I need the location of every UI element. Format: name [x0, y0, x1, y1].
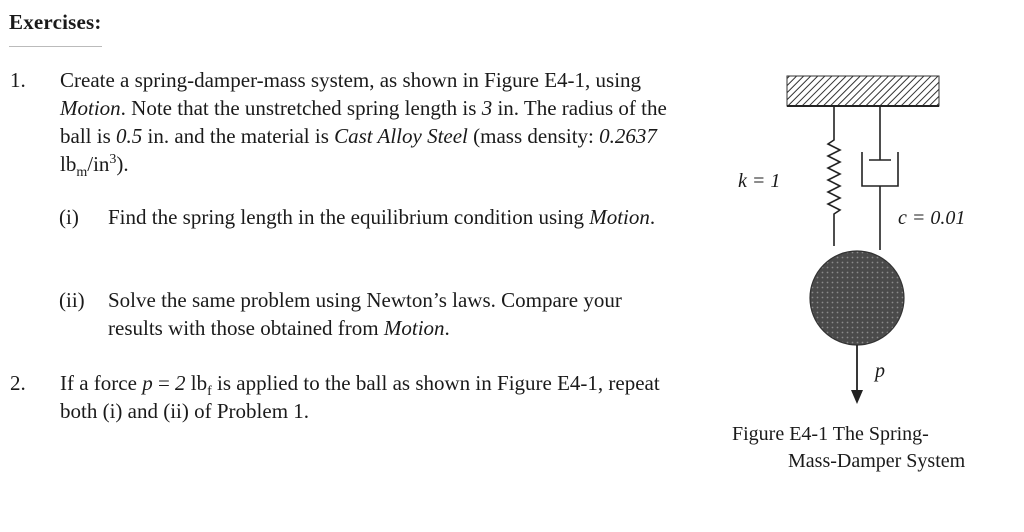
problem-1-text: Create a spring-damper-mass system, as shown in Figure E4-1, using Motion. Note that the unstretched spring length is 3 in. The radius of the ball is 0.5 in. and the material is Cast Alloy Steel (mass density: 0.2637 $lb_m/in^3$).	[60, 68, 667, 181]
force-arrow-head	[851, 390, 863, 404]
spring-constant-label: k = 1	[738, 170, 781, 192]
figure-caption: Figure E4-1 The Spring- Mass-Damper System	[732, 423, 966, 472]
spring	[828, 106, 840, 246]
sub-item-ii-text: Solve the same problem using Newton’s laws. Compare your results with those obtained from Motion.	[108, 288, 622, 340]
sub-item-i-text: Find the spring length in the equilibrium condition using Motion.	[108, 205, 656, 229]
damper	[862, 106, 898, 250]
ball-mass	[810, 251, 904, 345]
exercises-heading: Exercises:	[9, 10, 102, 34]
force-label: p	[875, 360, 885, 382]
problem-2-number: 2.	[10, 371, 26, 395]
sub-item-i-number: (i)	[59, 205, 79, 229]
ceiling-hatch	[787, 76, 939, 106]
spring-mass-damper-figure	[720, 60, 1020, 480]
problem-1-number: 1.	[10, 68, 26, 92]
problem-2-text: If a force p = 2 $lb_f$ is applied to the ball as shown in Figure E4-1, repeat both (i) and (ii) of Problem 1.	[60, 371, 660, 423]
figure-drawing	[720, 60, 1020, 480]
sub-item-ii-number: (ii)	[59, 288, 85, 312]
damping-coefficient-label: c = 0.01	[898, 207, 966, 229]
